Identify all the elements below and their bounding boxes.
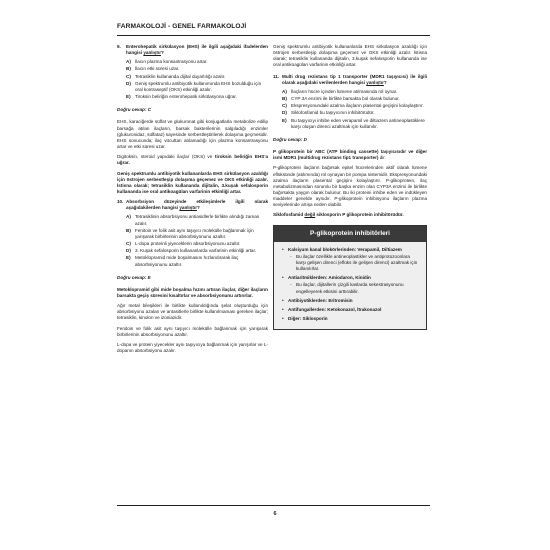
stem-text: Enterohepatik sirkülasyon (EHS) ile ilgili aşağıdaki ifadelerden hangisi [126, 44, 268, 56]
explanation-paragraph: Fenitoin ve folik asit aynı taşıyıcı molekülle bağlanmak için yarışarak birbirlerinin absorbsiyonunu azaltır. [117, 325, 268, 337]
options-list [126, 214, 268, 267]
option-letter: C) [126, 73, 131, 79]
option-c [126, 74, 268, 80]
explanation-bold: P glikoprotein bir ABC (ATP binding cassette) taşıyıcısıdır ve diğer ismi MDR1 (multidrug rezistans tip1 transporter) [273, 149, 427, 161]
explanation-paragraph [273, 212, 427, 218]
option-e [282, 118, 427, 130]
question-11 [273, 74, 427, 86]
explanation-paragraph: Metoklopramid gibi mide boşalma hızını artıran ilaçlar, diğer ilaçların barsakta geçiş süresini kısaltırlar ve absorbsiyonunu artırırlar. [117, 286, 268, 298]
answer-label: Doğru cevap: D [273, 136, 307, 142]
option-letter: C) [282, 103, 287, 109]
option-a [126, 214, 268, 226]
option-text: İlacın etki süresi uzar. [135, 66, 180, 72]
option-text: Metoklopramid mide boşalmasını hızlandırarak ilaç absorbsiyonunu azaltır. [135, 255, 239, 267]
option-text: L-dopa proteinli yiyeceklerin absorbsiyonunu azaltır. [135, 241, 241, 247]
item-main: Kalsiyum kanal blokörlerinden: Verapamil, Diltiazem [288, 246, 402, 252]
item-main: Antibiyotiklerden: Eritromisin [288, 297, 353, 303]
option-text: Tetrasiklinin absorbsiyonu antiasidlerle birlikte alındığı zaman azalır. [135, 214, 260, 226]
question-stem [126, 199, 268, 211]
stem-emphasis: yanlıştır [366, 79, 384, 85]
option-d [282, 110, 427, 116]
option-text: CYP 3A enzimi ile birlikte barsakta bol olarak bulunur. [291, 96, 400, 102]
option-e [126, 94, 268, 100]
explanation-emphasis: değil [304, 212, 316, 218]
explanation-text: dir. [378, 155, 386, 161]
explanation-paragraph: L-dopa ve protein yiyecekler aynı taşıyıcıya bağlanmak için yarışırlar ve L-dopanın absorbsiyonu azalır. [117, 341, 268, 354]
item-main: Antifungallerden: Ketokonazol, İtrakonazol [288, 306, 382, 312]
inhibitor-item [282, 298, 420, 304]
stem-text: Multi drug rezistans tip 1 transporter (MDR1 taşıyıcısı) ile ilgili olarak aşağıdaki verilenlerden hangisi [282, 73, 427, 85]
option-text: Geniş spektrumlu antibiyotik kullanımında EHS bozulduğu için oral kontraseptif (OKS) etkinliği azalır. [135, 80, 262, 92]
footer-divider [117, 505, 430, 506]
option-b [126, 66, 268, 72]
option-c [126, 241, 268, 247]
page-header: FARMAKOLOJİ - GENEL FARMAKOLOJİ [117, 23, 247, 30]
bullet-icon: • [282, 297, 284, 303]
stem-text: Absorbsiyon düzeyinde etkileşimlerle ilgili olarak aşağıdakilerden hangisi [126, 199, 268, 211]
option-text: Tetrasiklin kullananda dijital duyarlılığı azalır. [135, 73, 226, 79]
bullet-icon: • [282, 306, 284, 312]
option-letter: B) [126, 66, 131, 72]
item-sub: Bu ilaçlar özellikle antineoplastikler ve antiprotozoonlara karşı gelişen direnci (eflüks ile gelişen direnci) azaltmak için kullanılırlar. [296, 253, 418, 272]
answer-label: Doğru cevap: C [117, 107, 151, 113]
bullet-icon: • [282, 316, 284, 321]
question-stem [282, 74, 427, 86]
option-text: İlaçların hücre içinden lümene atılmasında rol oynar. [291, 88, 398, 94]
explanation-paragraph [117, 154, 268, 166]
inhibitors-box [273, 225, 427, 331]
option-text: İlacın plazma konsantrasyonu artar. [135, 59, 208, 65]
dash-icon: - [290, 253, 292, 259]
explanation-paragraph: P-glikoprotein ilaçların bağırsak epitel hücrelerinden aktif olarak lümene eflüksünde (atılımında) rol oynayan bir pompa sistemidir. Ekspresyonundaki azalma ilaçların plasental geçişini kolaylaştırır. P-glikoprotein, ilaç metabolizmasından sorumlu bir başka enzim olan CYP3A enzimi ile birlikte bağırsakta yaygın olarak bulunur. Bu iki proteini inhibe eden ve indükleyen maddeler genelde aynıdır. P-glikoprotein inhibisyonu ilaçların plazma seviyelerinde artışa neden olabilir. [273, 165, 427, 208]
option-letter: D) [282, 110, 287, 116]
option-text: Tiroksin beliriğin enterohepatik sirkülasyona uğrar. [135, 94, 237, 100]
option-e [126, 255, 268, 267]
question-number: 9. [117, 44, 121, 49]
inhibitor-item [282, 307, 420, 313]
explanation-paragraph: Geniş spektrumlu antibiyotik kullananlarda EHS sirkülasyon azaldığı için östrojen serbestleşip dolaşıma geçemez ve OKS etkinliği azalır. İstisna olarak; tetrasiklin kullananda dijitalin, 3.kuşak sefalosporin kullananda ise oral antikoagülan varfarinin etkinliği artar. [273, 44, 427, 68]
option-a [126, 59, 268, 65]
stem-emphasis: yanlıştır [143, 50, 161, 56]
bullet-icon: • [282, 246, 284, 252]
option-letter: C) [126, 241, 131, 247]
option-text: Bu taşıyıcıyı inhibe eden verapamil ve diltiazem antineoplastiklere karşı oluşan direnci azaltmak için kullanılır. [291, 117, 425, 129]
bullet-icon: • [282, 275, 284, 281]
stem-emphasis: yanlıştır [179, 205, 197, 211]
right-column [273, 44, 427, 330]
option-b [126, 228, 268, 240]
explanation-text: Digitoksin, steroid yapıdaki ilaçlar (OKS) ve [117, 154, 216, 160]
option-letter: E) [126, 94, 131, 100]
explanation-paragraph [273, 149, 427, 161]
option-letter: A) [126, 59, 131, 65]
options-list [126, 59, 268, 100]
box-title: P-glikoprotein inhibitörleri [274, 226, 426, 242]
stem-end: ? [383, 79, 387, 85]
option-letter: E) [282, 117, 287, 123]
explanation-paragraph: EHS, karaciğerde sülfat ve glukuronat gibi konjugatlarla metabolize edilip barsağa atılan ilaçların, barsak bakterilerinin salgıladığı enzimler (glukuronidaz, sülfataz) sayesinde serbestleştirilerek dolaşıma geçmesidir. EHS sonucunda; ilaç vücuttan atılamadığı için plazma konsantrasyonu artar ve etki süresi uzar. [117, 119, 268, 150]
option-text: Ekspresyonundaki azalma ilaçların plasental geçişini kolaylaştırır. [291, 103, 424, 109]
inhibitor-item [282, 275, 420, 294]
inhibitors-list [274, 242, 426, 330]
inhibitor-item [282, 316, 420, 322]
option-letter: B) [282, 96, 287, 102]
question-stem [126, 44, 268, 56]
answer-label: Doğru cevap: E [117, 274, 151, 280]
option-letter: D) [126, 248, 131, 254]
option-d [126, 81, 268, 93]
explanation-paragraph: Ağır metal bileşikleri ile birlikte kullanıldığında şelat oluşturduğu için absorbsiyonu azalan ve antasitlerle birlikte kullanılmaması gereken ilaçlar; tetrasiklin, kinolon ve izoniazidir. [117, 303, 268, 321]
question-number: 11. [273, 73, 280, 79]
stem-end: ? [160, 50, 164, 56]
stem-end: ? [196, 205, 200, 211]
header-divider [117, 35, 430, 36]
question-number: 10. [117, 199, 124, 205]
option-a [282, 89, 427, 95]
explanation-text: Siklofosfamid [273, 212, 305, 218]
item-sub: Bu ilaçlar, dijitallerin çizgili kaslarda sekestrasyonunu engelleyerek etkisini arttırabilir. [296, 282, 404, 294]
item-main: Diğer: Siklosporin [288, 316, 328, 321]
dash-icon: - [290, 282, 292, 288]
question-10 [117, 199, 268, 211]
options-list [282, 89, 427, 130]
inhibitor-item [282, 247, 420, 273]
explanation-text: siklosporin P glikoprotein inhibitörüdür. [315, 212, 404, 218]
option-letter: A) [282, 88, 287, 94]
option-letter: B) [126, 227, 131, 233]
option-c [282, 103, 427, 109]
option-letter: A) [126, 214, 131, 220]
question-9 [117, 44, 268, 56]
explanation-bold: tiroksin beliriğin EHS'a uğrar. [117, 154, 269, 166]
option-letter: D) [126, 80, 131, 86]
option-b [282, 96, 427, 102]
option-text: 3. Kuşak sefalosporin kullananlarda varfarinin etkinliği artar. [135, 248, 257, 254]
option-d [126, 248, 268, 254]
option-text: Siklofosfamid bu taşıyıcının inhibitörüdür. [291, 110, 375, 116]
explanation-paragraph: Geniş spektrumlu antibiyotik kullananlarda EHS sirkülasyon azaldığı için östrojen serbestleşip dolaşıma geçemez ve OKS etkinliği azalır. İstisna olarak; tetrasiklin kullananda dijitalin, 3.kuşak sefalosporin kullananda ise oral antikoagülan varfarinin etkinliği artar. [117, 170, 268, 194]
option-text: Fenitoin ve folik asit aynı taşıyıcı molekülle bağlanmak için yarışarak birbirlerinin absorbsiyonunu azaltır. [135, 227, 254, 239]
item-main: Antiaritmiklerden: Amiodaron, Kinidin [288, 275, 371, 281]
left-column [117, 44, 268, 358]
page-number: 6 [273, 511, 277, 517]
option-letter: E) [126, 255, 131, 261]
